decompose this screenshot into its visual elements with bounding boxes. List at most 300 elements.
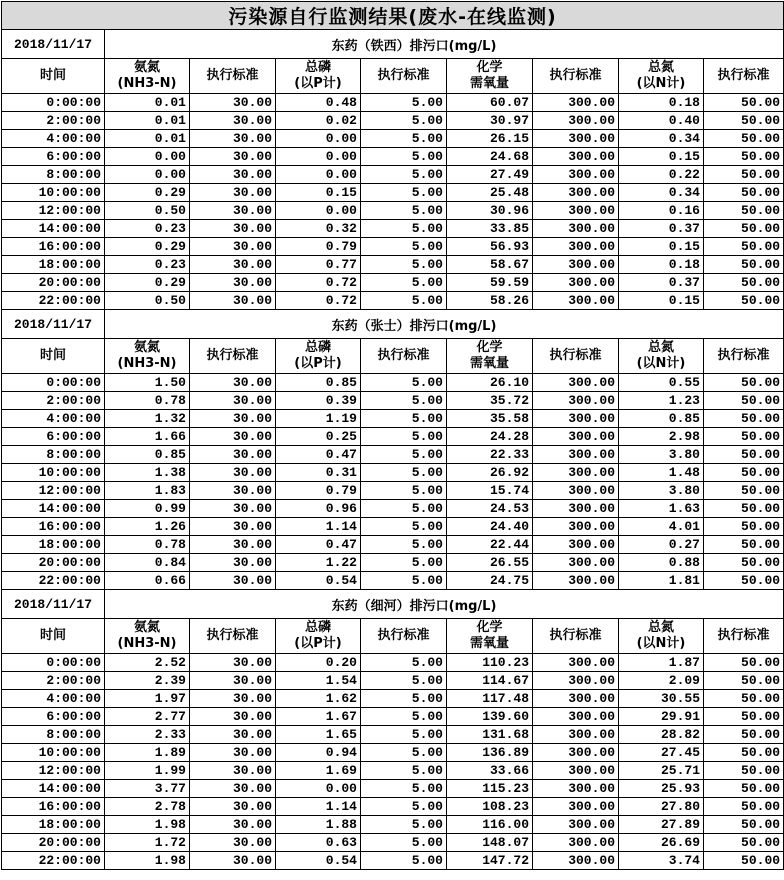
value-cell: 5.00: [361, 500, 447, 518]
value-cell: 110.23: [447, 654, 533, 672]
value-cell: 115.23: [447, 780, 533, 798]
block-site-title: 东药（铁西）排污口(mg/L): [105, 30, 784, 59]
value-cell: 30.00: [190, 428, 276, 446]
column-header-row: [2, 59, 784, 94]
table-row: [2, 554, 784, 572]
time-cell: 4:00:00: [2, 410, 105, 428]
value-cell: 1.98: [105, 816, 190, 834]
value-cell: 300.00: [533, 256, 619, 274]
table-row: [2, 148, 784, 166]
column-header: 执行标准: [704, 619, 784, 654]
value-cell: 300.00: [533, 238, 619, 256]
column-header-row: [2, 339, 784, 374]
value-cell: 108.23: [447, 798, 533, 816]
value-cell: 50.00: [704, 744, 784, 762]
value-cell: 1.87: [619, 654, 704, 672]
column-header: 总氮 (以N计): [619, 339, 704, 374]
value-cell: 5.00: [361, 816, 447, 834]
value-cell: 0.85: [619, 410, 704, 428]
time-cell: 20:00:00: [2, 834, 105, 852]
value-cell: 50.00: [704, 464, 784, 482]
value-cell: 0.29: [105, 274, 190, 292]
value-cell: 35.72: [447, 392, 533, 410]
value-cell: 1.14: [276, 798, 361, 816]
value-cell: 29.91: [619, 708, 704, 726]
value-cell: 1.67: [276, 708, 361, 726]
value-cell: 300.00: [533, 554, 619, 572]
value-cell: 30.00: [190, 744, 276, 762]
value-cell: 139.60: [447, 708, 533, 726]
value-cell: 300.00: [533, 536, 619, 554]
time-cell: 12:00:00: [2, 482, 105, 500]
value-cell: 300.00: [533, 816, 619, 834]
value-cell: 0.22: [619, 166, 704, 184]
value-cell: 300.00: [533, 202, 619, 220]
value-cell: 0.27: [619, 536, 704, 554]
table-row: [2, 762, 784, 780]
column-header: 化学 需氧量: [447, 339, 533, 374]
value-cell: 30.00: [190, 292, 276, 310]
column-header: 总氮 (以N计): [619, 619, 704, 654]
table-row: [2, 672, 784, 690]
value-cell: 0.18: [619, 94, 704, 112]
value-cell: 30.00: [190, 410, 276, 428]
table-row: [2, 518, 784, 536]
time-cell: 2:00:00: [2, 672, 105, 690]
block-header-row: [2, 30, 784, 59]
title-row: [2, 2, 784, 30]
time-cell: 18:00:00: [2, 256, 105, 274]
value-cell: 3.77: [105, 780, 190, 798]
value-cell: 0.34: [619, 130, 704, 148]
value-cell: 50.00: [704, 816, 784, 834]
block-date: 2018/11/17: [2, 310, 105, 339]
value-cell: 30.00: [190, 148, 276, 166]
value-cell: 0.01: [105, 130, 190, 148]
value-cell: 26.15: [447, 130, 533, 148]
value-cell: 50.00: [704, 536, 784, 554]
value-cell: 30.00: [190, 536, 276, 554]
value-cell: 30.00: [190, 220, 276, 238]
value-cell: 2.33: [105, 726, 190, 744]
value-cell: 25.48: [447, 184, 533, 202]
value-cell: 30.00: [190, 672, 276, 690]
value-cell: 50.00: [704, 166, 784, 184]
value-cell: 300.00: [533, 518, 619, 536]
column-header: 执行标准: [704, 339, 784, 374]
table-row: [2, 202, 784, 220]
value-cell: 5.00: [361, 292, 447, 310]
time-cell: 22:00:00: [2, 572, 105, 590]
time-cell: 0:00:00: [2, 654, 105, 672]
value-cell: 50.00: [704, 834, 784, 852]
time-cell: 8:00:00: [2, 446, 105, 464]
value-cell: 2.77: [105, 708, 190, 726]
monitoring-table: [1, 1, 784, 870]
value-cell: 1.32: [105, 410, 190, 428]
value-cell: 0.00: [105, 148, 190, 166]
value-cell: 300.00: [533, 572, 619, 590]
value-cell: 1.97: [105, 690, 190, 708]
value-cell: 30.00: [190, 500, 276, 518]
value-cell: 30.00: [190, 798, 276, 816]
value-cell: 50.00: [704, 446, 784, 464]
value-cell: 1.26: [105, 518, 190, 536]
value-cell: 26.69: [619, 834, 704, 852]
value-cell: 0.37: [619, 220, 704, 238]
value-cell: 5.00: [361, 726, 447, 744]
block-date: 2018/11/17: [2, 30, 105, 59]
value-cell: 30.97: [447, 112, 533, 130]
value-cell: 50.00: [704, 798, 784, 816]
table-row: [2, 184, 784, 202]
value-cell: 50.00: [704, 274, 784, 292]
column-header: 执行标准: [190, 339, 276, 374]
value-cell: 50.00: [704, 726, 784, 744]
column-header: 氨氮 (NH3-N): [105, 619, 190, 654]
value-cell: 0.55: [619, 374, 704, 392]
table-row: [2, 374, 784, 392]
value-cell: 30.00: [190, 834, 276, 852]
value-cell: 131.68: [447, 726, 533, 744]
value-cell: 50.00: [704, 672, 784, 690]
value-cell: 30.96: [447, 202, 533, 220]
value-cell: 300.00: [533, 690, 619, 708]
value-cell: 58.67: [447, 256, 533, 274]
value-cell: 5.00: [361, 220, 447, 238]
table-row: [2, 428, 784, 446]
time-cell: 8:00:00: [2, 166, 105, 184]
table-row: [2, 726, 784, 744]
table-row: [2, 798, 784, 816]
value-cell: 0.72: [276, 274, 361, 292]
time-cell: 10:00:00: [2, 464, 105, 482]
value-cell: 5.00: [361, 690, 447, 708]
value-cell: 5.00: [361, 464, 447, 482]
value-cell: 0.85: [276, 374, 361, 392]
value-cell: 0.01: [105, 112, 190, 130]
time-cell: 8:00:00: [2, 726, 105, 744]
value-cell: 300.00: [533, 94, 619, 112]
value-cell: 0.78: [105, 392, 190, 410]
value-cell: 300.00: [533, 220, 619, 238]
value-cell: 0.25: [276, 428, 361, 446]
value-cell: 5.00: [361, 744, 447, 762]
value-cell: 30.00: [190, 392, 276, 410]
value-cell: 300.00: [533, 654, 619, 672]
table-row: [2, 446, 784, 464]
value-cell: 56.93: [447, 238, 533, 256]
value-cell: 30.00: [190, 572, 276, 590]
value-cell: 5.00: [361, 708, 447, 726]
value-cell: 24.28: [447, 428, 533, 446]
value-cell: 0.32: [276, 220, 361, 238]
value-cell: 5.00: [361, 554, 447, 572]
value-cell: 300.00: [533, 834, 619, 852]
value-cell: 50.00: [704, 220, 784, 238]
value-cell: 0.00: [276, 148, 361, 166]
value-cell: 5.00: [361, 798, 447, 816]
value-cell: 30.00: [190, 184, 276, 202]
value-cell: 50.00: [704, 762, 784, 780]
table-row: [2, 536, 784, 554]
table-row: [2, 410, 784, 428]
time-cell: 10:00:00: [2, 744, 105, 762]
table-row: [2, 464, 784, 482]
time-cell: 14:00:00: [2, 220, 105, 238]
value-cell: 0.48: [276, 94, 361, 112]
value-cell: 25.93: [619, 780, 704, 798]
value-cell: 0.00: [105, 166, 190, 184]
value-cell: 5.00: [361, 202, 447, 220]
column-header: 氨氮 (NH3-N): [105, 59, 190, 94]
value-cell: 30.00: [190, 94, 276, 112]
time-cell: 12:00:00: [2, 202, 105, 220]
time-cell: 18:00:00: [2, 536, 105, 554]
value-cell: 0.15: [619, 148, 704, 166]
value-cell: 1.69: [276, 762, 361, 780]
value-cell: 0.18: [619, 256, 704, 274]
value-cell: 5.00: [361, 518, 447, 536]
value-cell: 28.82: [619, 726, 704, 744]
value-cell: 0.00: [276, 780, 361, 798]
table-row: [2, 572, 784, 590]
value-cell: 0.94: [276, 744, 361, 762]
value-cell: 35.58: [447, 410, 533, 428]
time-cell: 22:00:00: [2, 292, 105, 310]
value-cell: 0.78: [105, 536, 190, 554]
time-cell: 6:00:00: [2, 428, 105, 446]
value-cell: 30.00: [190, 762, 276, 780]
value-cell: 50.00: [704, 94, 784, 112]
value-cell: 50.00: [704, 654, 784, 672]
value-cell: 0.50: [105, 292, 190, 310]
column-header: 执行标准: [361, 59, 447, 94]
value-cell: 300.00: [533, 726, 619, 744]
time-cell: 0:00:00: [2, 374, 105, 392]
column-header: 执行标准: [533, 59, 619, 94]
value-cell: 300.00: [533, 148, 619, 166]
value-cell: 300.00: [533, 112, 619, 130]
value-cell: 5.00: [361, 410, 447, 428]
value-cell: 24.68: [447, 148, 533, 166]
time-cell: 0:00:00: [2, 94, 105, 112]
value-cell: 5.00: [361, 374, 447, 392]
value-cell: 30.00: [190, 446, 276, 464]
column-header: 总氮 (以N计): [619, 59, 704, 94]
value-cell: 30.00: [190, 274, 276, 292]
value-cell: 300.00: [533, 428, 619, 446]
value-cell: 2.52: [105, 654, 190, 672]
value-cell: 0.54: [276, 852, 361, 870]
time-cell: 14:00:00: [2, 780, 105, 798]
value-cell: 50.00: [704, 148, 784, 166]
table-row: [2, 654, 784, 672]
value-cell: 30.00: [190, 202, 276, 220]
value-cell: 0.72: [276, 292, 361, 310]
value-cell: 5.00: [361, 130, 447, 148]
value-cell: 1.62: [276, 690, 361, 708]
value-cell: 1.83: [105, 482, 190, 500]
value-cell: 0.54: [276, 572, 361, 590]
value-cell: 0.47: [276, 536, 361, 554]
value-cell: 5.00: [361, 256, 447, 274]
value-cell: 5.00: [361, 184, 447, 202]
column-header: 总磷 (以P计): [276, 339, 361, 374]
value-cell: 300.00: [533, 130, 619, 148]
block-site-title: 东药（张士）排污口(mg/L): [105, 310, 784, 339]
value-cell: 5.00: [361, 112, 447, 130]
value-cell: 0.34: [619, 184, 704, 202]
value-cell: 0.79: [276, 238, 361, 256]
table-row: [2, 292, 784, 310]
value-cell: 1.38: [105, 464, 190, 482]
table-row: [2, 238, 784, 256]
column-header: 执行标准: [704, 59, 784, 94]
value-cell: 30.00: [190, 482, 276, 500]
time-cell: 4:00:00: [2, 130, 105, 148]
value-cell: 50.00: [704, 392, 784, 410]
value-cell: 30.00: [190, 166, 276, 184]
value-cell: 30.00: [190, 238, 276, 256]
value-cell: 50.00: [704, 690, 784, 708]
value-cell: 59.59: [447, 274, 533, 292]
value-cell: 50.00: [704, 184, 784, 202]
value-cell: 5.00: [361, 428, 447, 446]
time-cell: 16:00:00: [2, 518, 105, 536]
value-cell: 4.01: [619, 518, 704, 536]
time-cell: 16:00:00: [2, 798, 105, 816]
table-row: [2, 834, 784, 852]
value-cell: 0.85: [105, 446, 190, 464]
time-cell: 14:00:00: [2, 500, 105, 518]
value-cell: 0.00: [276, 130, 361, 148]
value-cell: 1.22: [276, 554, 361, 572]
value-cell: 22.33: [447, 446, 533, 464]
value-cell: 30.55: [619, 690, 704, 708]
value-cell: 0.16: [619, 202, 704, 220]
value-cell: 26.92: [447, 464, 533, 482]
value-cell: 30.00: [190, 654, 276, 672]
value-cell: 1.50: [105, 374, 190, 392]
value-cell: 50.00: [704, 554, 784, 572]
column-header: 氨氮 (NH3-N): [105, 339, 190, 374]
value-cell: 30.00: [190, 852, 276, 870]
value-cell: 1.88: [276, 816, 361, 834]
value-cell: 300.00: [533, 798, 619, 816]
table-row: [2, 256, 784, 274]
value-cell: 1.48: [619, 464, 704, 482]
value-cell: 1.23: [619, 392, 704, 410]
value-cell: 2.39: [105, 672, 190, 690]
block-header-row: [2, 590, 784, 619]
value-cell: 5.00: [361, 672, 447, 690]
value-cell: 26.55: [447, 554, 533, 572]
column-header: 化学 需氧量: [447, 619, 533, 654]
value-cell: 30.00: [190, 708, 276, 726]
value-cell: 0.39: [276, 392, 361, 410]
value-cell: 300.00: [533, 464, 619, 482]
value-cell: 1.72: [105, 834, 190, 852]
value-cell: 300.00: [533, 852, 619, 870]
time-cell: 20:00:00: [2, 554, 105, 572]
page-title: 污染源自行监测结果(废水-在线监测): [2, 2, 784, 30]
value-cell: 300.00: [533, 274, 619, 292]
value-cell: 0.00: [276, 202, 361, 220]
value-cell: 0.15: [619, 292, 704, 310]
column-header: 总磷 (以P计): [276, 59, 361, 94]
value-cell: 30.00: [190, 690, 276, 708]
value-cell: 2.09: [619, 672, 704, 690]
value-cell: 27.45: [619, 744, 704, 762]
value-cell: 1.14: [276, 518, 361, 536]
time-cell: 4:00:00: [2, 690, 105, 708]
value-cell: 0.01: [105, 94, 190, 112]
column-header: 执行标准: [533, 619, 619, 654]
value-cell: 50.00: [704, 256, 784, 274]
value-cell: 300.00: [533, 500, 619, 518]
value-cell: 0.31: [276, 464, 361, 482]
value-cell: 15.74: [447, 482, 533, 500]
value-cell: 60.07: [447, 94, 533, 112]
value-cell: 300.00: [533, 410, 619, 428]
value-cell: 3.74: [619, 852, 704, 870]
table-row: [2, 392, 784, 410]
value-cell: 50.00: [704, 410, 784, 428]
value-cell: 24.40: [447, 518, 533, 536]
value-cell: 300.00: [533, 672, 619, 690]
value-cell: 0.29: [105, 238, 190, 256]
time-cell: 2:00:00: [2, 112, 105, 130]
time-cell: 18:00:00: [2, 816, 105, 834]
table-row: [2, 852, 784, 870]
value-cell: 50.00: [704, 292, 784, 310]
value-cell: 27.49: [447, 166, 533, 184]
value-cell: 5.00: [361, 148, 447, 166]
table-row: [2, 482, 784, 500]
time-cell: 16:00:00: [2, 238, 105, 256]
value-cell: 30.00: [190, 554, 276, 572]
value-cell: 2.98: [619, 428, 704, 446]
value-cell: 0.77: [276, 256, 361, 274]
value-cell: 2.78: [105, 798, 190, 816]
value-cell: 3.80: [619, 446, 704, 464]
value-cell: 300.00: [533, 292, 619, 310]
value-cell: 5.00: [361, 834, 447, 852]
column-header: 执行标准: [533, 339, 619, 374]
value-cell: 24.53: [447, 500, 533, 518]
value-cell: 147.72: [447, 852, 533, 870]
value-cell: 50.00: [704, 374, 784, 392]
table-row: [2, 94, 784, 112]
value-cell: 0.50: [105, 202, 190, 220]
value-cell: 5.00: [361, 852, 447, 870]
value-cell: 5.00: [361, 274, 447, 292]
value-cell: 300.00: [533, 780, 619, 798]
column-header: 化学 需氧量: [447, 59, 533, 94]
value-cell: 5.00: [361, 446, 447, 464]
value-cell: 5.00: [361, 762, 447, 780]
value-cell: 50.00: [704, 130, 784, 148]
column-header: 执行标准: [361, 339, 447, 374]
time-cell: 6:00:00: [2, 708, 105, 726]
value-cell: 0.00: [276, 166, 361, 184]
value-cell: 0.63: [276, 834, 361, 852]
value-cell: 0.99: [105, 500, 190, 518]
column-header: 执行标准: [190, 619, 276, 654]
value-cell: 5.00: [361, 392, 447, 410]
value-cell: 30.00: [190, 130, 276, 148]
